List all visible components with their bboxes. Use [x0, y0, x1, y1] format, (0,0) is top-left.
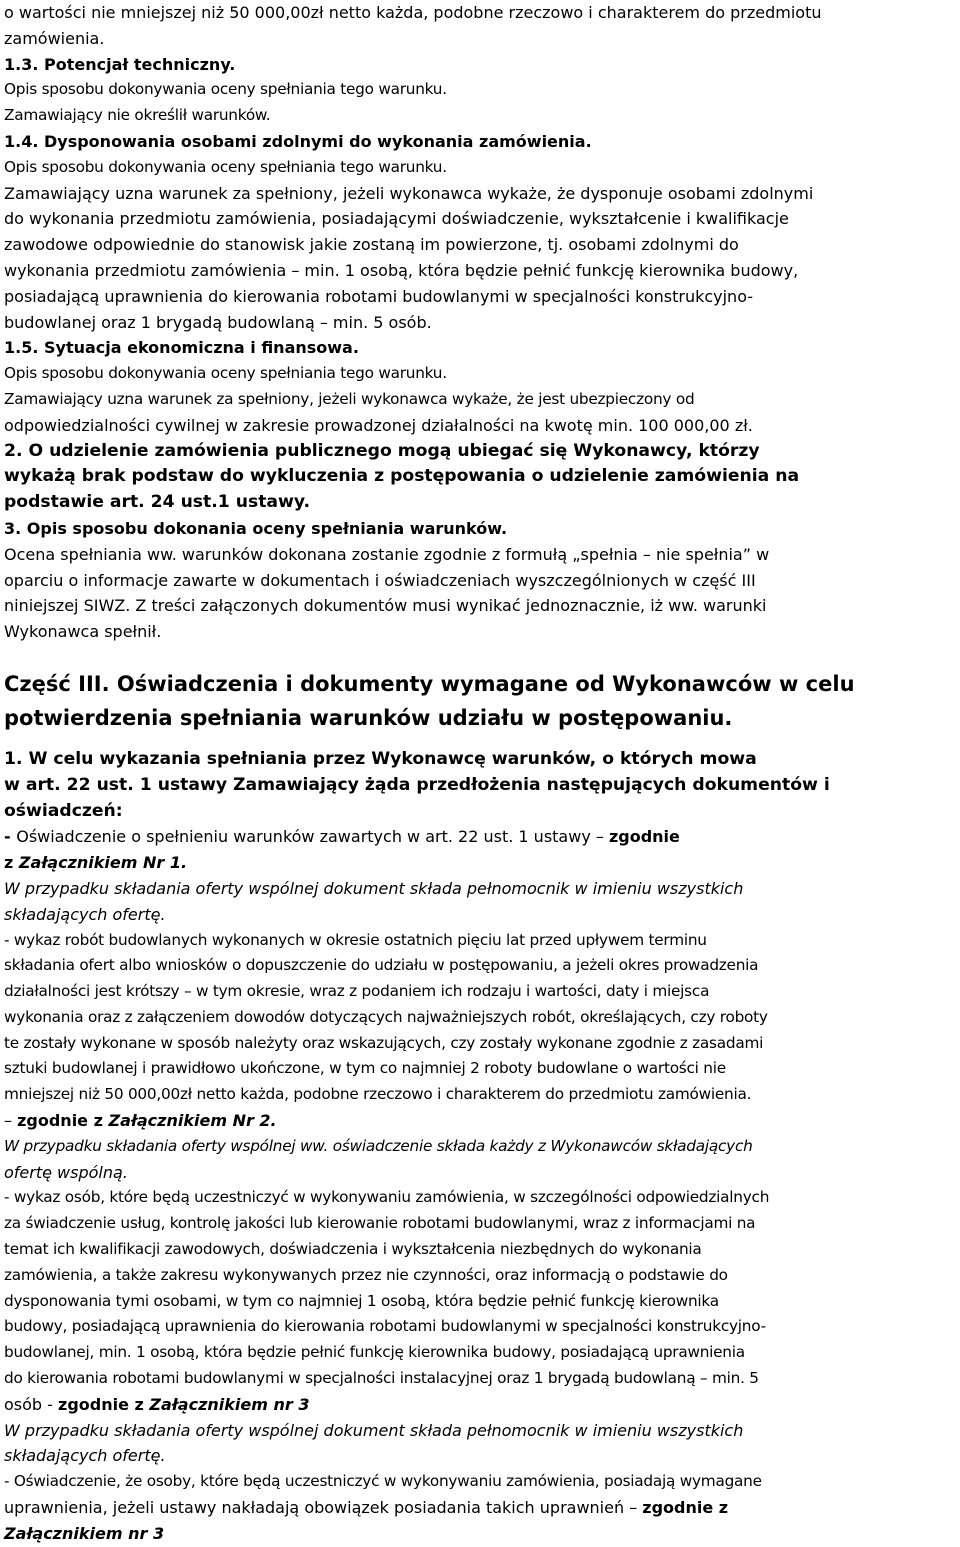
note-line: składających ofertę.: [4, 1446, 166, 1466]
attachment-ref: z: [4, 853, 19, 873]
attachment-ref: zgodnie z: [17, 1111, 109, 1131]
point-1-heading-cont: oświadczeń:: [4, 800, 123, 821]
text-line: Zamawiający uzna warunek za spełniony, jeżeli wykonawca wykaże, że jest ubezpieczony od: [4, 389, 695, 408]
section-heading-1-5: 1.5. Sytuacja ekonomiczna i finansowa.: [4, 338, 359, 358]
text: osób -: [4, 1394, 59, 1414]
text-line: te zostały wykonane w sposób należyty oraz wskazujących, czy zostały wykonane zgodnie z zasadami: [4, 1033, 764, 1052]
attachment-line: [4, 1495, 956, 1521]
attachment-ref: zgodnie: [608, 827, 680, 847]
point-1-heading: 1. W celu wykazania spełniania przez Wykonawcę warunków, o których mowa: [4, 748, 757, 769]
text-line: działalności jest krótszy – w tym okresie, wraz z podaniem ich rodzaju i wartości, daty i miejsca: [4, 982, 710, 1001]
section-heading-2-cont: wykażą brak podstaw do wykluczenia z postępowania o udzielenie zamówienia na: [4, 466, 800, 487]
statement-item: [4, 824, 956, 850]
part-3-heading: Część III. Oświadczenia i dokumenty wymagane od Wykonawców w celu: [4, 671, 855, 696]
text-line: oparciu o informacje zawarte w dokumentach i oświadczeniach wyszczególnionych w część III: [4, 570, 756, 590]
text-line: wykonania oraz z załączeniem dowodów dotyczących najważniejszych robót, określających, czy roboty: [4, 1007, 768, 1026]
method-label: Opis sposobu dokonywania oceny spełniania tego warunku.: [4, 364, 447, 383]
attachment-ref: Załącznikiem Nr 2.: [108, 1111, 277, 1131]
text-line: Zamawiający uzna warunek za spełniony, jeżeli wykonawca wykaże, że dysponuje osobami zdolnymi: [4, 183, 814, 203]
section-heading-2-cont: podstawie art. 24 ust.1 ustawy.: [4, 492, 311, 513]
text-line: za świadczenie usług, kontrolę jakości lub kierowanie robotami budowlanymi, wraz z informacjami na: [4, 1214, 756, 1233]
attachment-line: [4, 1392, 956, 1418]
text-line: Ocena spełniania ww. warunków dokonana zostanie zgodnie z formułą „spełnia – nie spełnia” w: [4, 544, 770, 564]
text-line: budowlanej oraz 1 brygadą budowlaną – min. 5 osób.: [4, 312, 432, 332]
attachment-ref: Załącznikiem Nr 1.: [18, 853, 188, 873]
attachment-ref: zgodnie z: [642, 1498, 729, 1518]
section-heading-3: 3. Opis sposobu dokonania oceny spełniania warunków.: [4, 518, 508, 538]
section-heading-1-3: 1.3. Potencjał techniczny.: [4, 54, 236, 74]
attachment-line: [4, 850, 956, 876]
spacer: [4, 645, 956, 667]
text-line: o wartości nie mniejszej niż 50 000,00zł netto każda, podobne rzeczowo i charakterem do przedmiotu: [4, 3, 822, 22]
note-line: ofertę wspólną.: [4, 1162, 128, 1182]
part-3-heading-cont: potwierdzenia spełniania warunków udziału w postępowaniu.: [4, 705, 733, 730]
note-line: W przypadku składania oferty wspólnej ww. oświadczenie składa każdy z Wykonawców składających: [4, 1136, 753, 1155]
text-line: posiadającą uprawnienia do kierowania robotami budowlanymi w specjalności konstrukcyjno-: [4, 286, 754, 306]
text-line: - wykaz osób, które będą uczestniczyć w wykonywaniu zamówienia, w szczególności odpowiedzialnych: [4, 1188, 770, 1207]
note-line: W przypadku składania oferty wspólnej dokument składa pełnomocnik w imieniu wszystkich: [4, 878, 744, 898]
text-line: odpowiedzialności cywilnej w zakresie prowadzonej działalności na kwotę min. 100 000,00 zł.: [4, 415, 753, 435]
text-line: wykonania przedmiotu zamówienia – min. 1 osobą, która będzie pełnić funkcję kierownika budowy,: [4, 260, 799, 280]
text-line: temat ich kwalifikacji zawodowych, doświadczenia i wykształcenia niezbędnych do wykonania: [4, 1240, 702, 1259]
text-line: sztuki budowlanej i prawidłowo ukończone, w tym co najmniej 2 roboty budowlane o wartości nie: [4, 1059, 726, 1078]
text-line: Wykonawca spełnił.: [4, 622, 162, 642]
method-label: Opis sposobu dokonywania oceny spełniania tego warunku.: [4, 157, 447, 176]
point-1-heading-cont: w art. 22 ust. 1 ustawy Zamawiający żąda przedłożenia następujących dokumentów i: [4, 774, 830, 795]
dash: –: [4, 1111, 18, 1131]
method-label: Opis sposobu dokonywania oceny spełniania tego warunku.: [4, 80, 447, 99]
section-heading-2: 2. O udzielenie zamówienia publicznego mogą ubiegać się Wykonawcy, którzy: [4, 440, 760, 461]
text-line: do kierowania robotami budowlanymi w specjalności instalacyjnej oraz 1 brygadą budowlaną – min. 5: [4, 1369, 759, 1388]
text-line: - Oświadczenie, że osoby, które będą uczestniczyć w wykonywaniu zamówienia, posiadają wymagane: [4, 1472, 762, 1491]
attachment-ref: Załącznikiem nr 3: [4, 1523, 165, 1543]
attachment-ref: zgodnie z: [58, 1394, 150, 1414]
text: uprawnienia, jeżeli ustawy nakładają obowiązek posiadania takich uprawnień –: [4, 1498, 643, 1518]
section-heading-1-4: 1.4. Dysponowania osobami zdolnymi do wykonania zamówienia.: [4, 131, 592, 151]
text-line: zamówienia, a także zakresu wykonywanych przez nie czynności, oraz informacją o podstawie do: [4, 1265, 728, 1284]
text-line: składania ofert albo wniosków o dopuszczenie do udziału w postępowaniu, a jeżeli okres prowadzenia: [4, 956, 759, 975]
text-line: - wykaz robót budowlanych wykonanych w okresie ostatnich pięciu lat przed upływem terminu: [4, 930, 707, 949]
attachment-line: [4, 1108, 956, 1134]
text-line: Zamawiający nie określił warunków.: [4, 106, 271, 125]
list-dash: -: [4, 827, 17, 847]
text-line: zawodowe odpowiednie do stanowisk jakie zostaną im powierzone, tj. osobami zdolnymi do: [4, 235, 739, 255]
text-line: dysponowania tymi osobami, w tym co najmniej 1 osobą, która będzie pełnić funkcję kierownika: [4, 1291, 719, 1310]
text-line: budowy, posiadającą uprawnienia do kierowania robotami budowlanymi w specjalności konstrukcyjno-: [4, 1317, 766, 1336]
spacer: [4, 735, 956, 747]
text-line: zamówienia.: [4, 28, 105, 48]
text-line: niniejszej SIWZ. Z treści załączonych dokumentów musi wynikać jednoznacznie, iż ww. warunki: [4, 596, 767, 616]
note-line: W przypadku składania oferty wspólnej dokument składa pełnomocnik w imieniu wszystkich: [4, 1420, 744, 1440]
note-line: składających ofertę.: [4, 904, 166, 924]
statement-text: Oświadczenie o spełnieniu warunków zawartych w art. 22 ust. 1 ustawy –: [16, 827, 609, 847]
text-line: mniejszej niż 50 000,00zł netto każda, podobne rzeczowo i charakterem do przedmiotu zamówienia.: [4, 1085, 752, 1104]
attachment-ref: Załącznikiem nr 3: [149, 1394, 310, 1414]
text-line: do wykonania przedmiotu zamówienia, posiadającymi doświadczenie, wykształcenie i kwalifikacje: [4, 209, 789, 229]
text-line: budowlanej, min. 1 osobą, która będzie pełnić funkcję kierownika budowy, posiadającą uprawnienia: [4, 1343, 745, 1362]
